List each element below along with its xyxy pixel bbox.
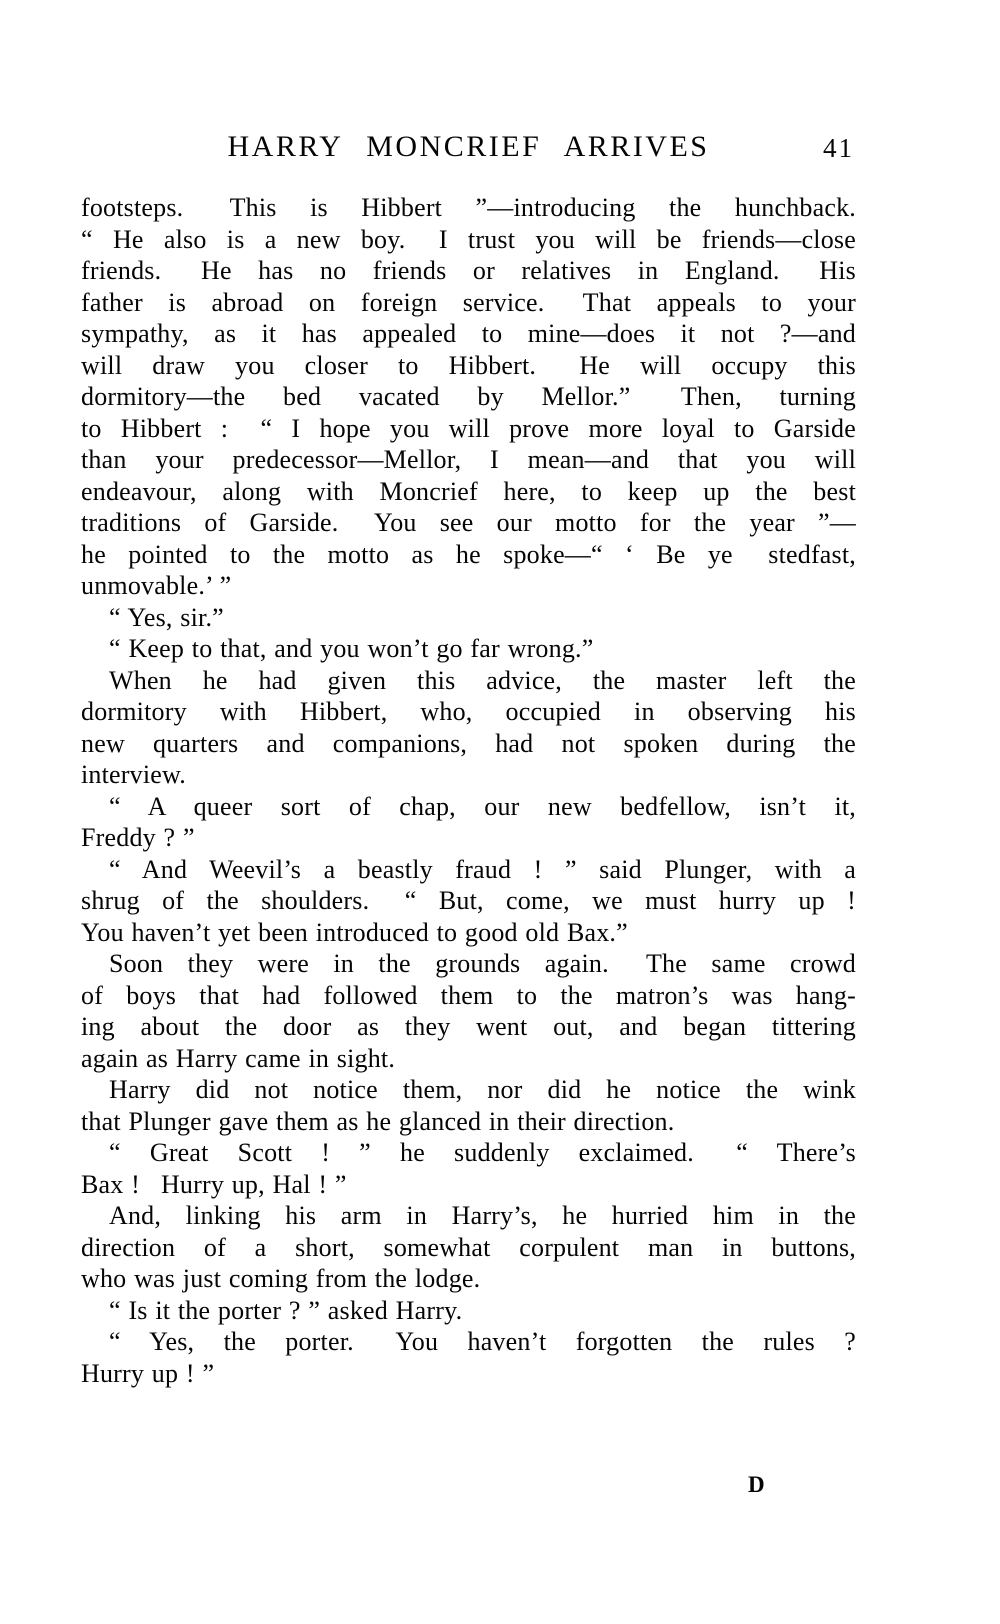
- text-line: again as Harry came in sight.: [81, 1043, 396, 1073]
- text-line: dormitory—the bed vacated by Mellor.” Then, turning: [81, 382, 856, 411]
- text-line: than your predecessor—Mellor, I mean—and that you will: [81, 445, 856, 474]
- text-line: ing about the door as they went out, and began tittering: [81, 1012, 856, 1041]
- text-line: “ He also is a new boy. I trust you will be friends—close: [81, 224, 856, 254]
- text-line: “ And Weevil’s a beastly fraud ! ” said Plunger, with a: [109, 854, 856, 884]
- text-line: “ Is it the porter ? ” asked Harry.: [109, 1295, 463, 1325]
- text-line: sympathy, as it has appealed to mine—does it not ?—and: [81, 319, 856, 348]
- text-line: footsteps. This is Hibbert ”—introducing the hunchback.: [81, 193, 856, 222]
- text-line: who was just coming from the lodge.: [81, 1264, 481, 1293]
- page-body: [81, 192, 856, 1389]
- text-line: will draw you closer to Hibbert. He will occupy this: [81, 350, 856, 380]
- text-line: new quarters and companions, had not spoken during the: [81, 728, 856, 758]
- printers-signature-mark: D: [748, 1472, 766, 1497]
- text-line: father is abroad on foreign service. That appeals to your: [81, 287, 856, 317]
- running-title: HARRY MONCRIEF ARRIVES: [227, 130, 710, 163]
- text-line: And, linking his arm in Harry’s, he hurried him in the: [109, 1201, 856, 1230]
- text-line: “ Yes, the porter. You haven’t forgotten the rules ?: [109, 1327, 856, 1356]
- text-line: dormitory with Hibbert, who, occupied in observing his: [81, 697, 856, 726]
- text-line: “ Keep to that, and you won’t go far wrong.”: [109, 634, 594, 663]
- text-line: “ Great Scott ! ” he suddenly exclaimed. “ There’s: [109, 1138, 856, 1167]
- text-line: to Hibbert : “ I hope you will prove more loyal to Garside: [81, 413, 856, 443]
- text-line: traditions of Garside. You see our motto for the year ”—: [81, 508, 856, 537]
- text-line: You haven’t yet been introduced to good old Bax.”: [81, 917, 628, 947]
- text-line: Soon they were in the grounds again. The same crowd: [109, 949, 856, 978]
- text-line: shrug of the shoulders. “ But, come, we must hurry up !: [81, 886, 856, 915]
- text-line: he pointed to the motto as he spoke—“ ‘ Be ye stedfast,: [81, 539, 856, 569]
- text-line: Hurry up ! ”: [81, 1358, 215, 1388]
- page-number: 41: [823, 133, 854, 163]
- text-line: When he had given this advice, the master left the: [109, 665, 856, 695]
- text-line: “ A queer sort of chap, our new bedfellow, isn’t it,: [109, 791, 856, 821]
- page-header: [81, 130, 856, 170]
- text-line: Bax ! Hurry up, Hal ! ”: [81, 1169, 347, 1199]
- text-line: endeavour, along with Moncrief here, to keep up the best: [81, 476, 856, 506]
- text-line: “ Yes, sir.”: [109, 602, 224, 632]
- text-line: that Plunger gave them as he glanced in their direction.: [81, 1106, 675, 1136]
- text-line: Freddy ? ”: [81, 823, 195, 852]
- text-line: friends. He has no friends or relatives in England. His: [81, 256, 856, 285]
- text-line: unmovable.’ ”: [81, 571, 232, 600]
- text-line: Harry did not notice them, nor did he notice the wink: [109, 1075, 856, 1104]
- text-line: interview.: [81, 760, 186, 789]
- text-line: direction of a short, somewhat corpulent man in buttons,: [81, 1232, 856, 1262]
- text-line: of boys that had followed them to the matron’s was hang-: [81, 980, 856, 1010]
